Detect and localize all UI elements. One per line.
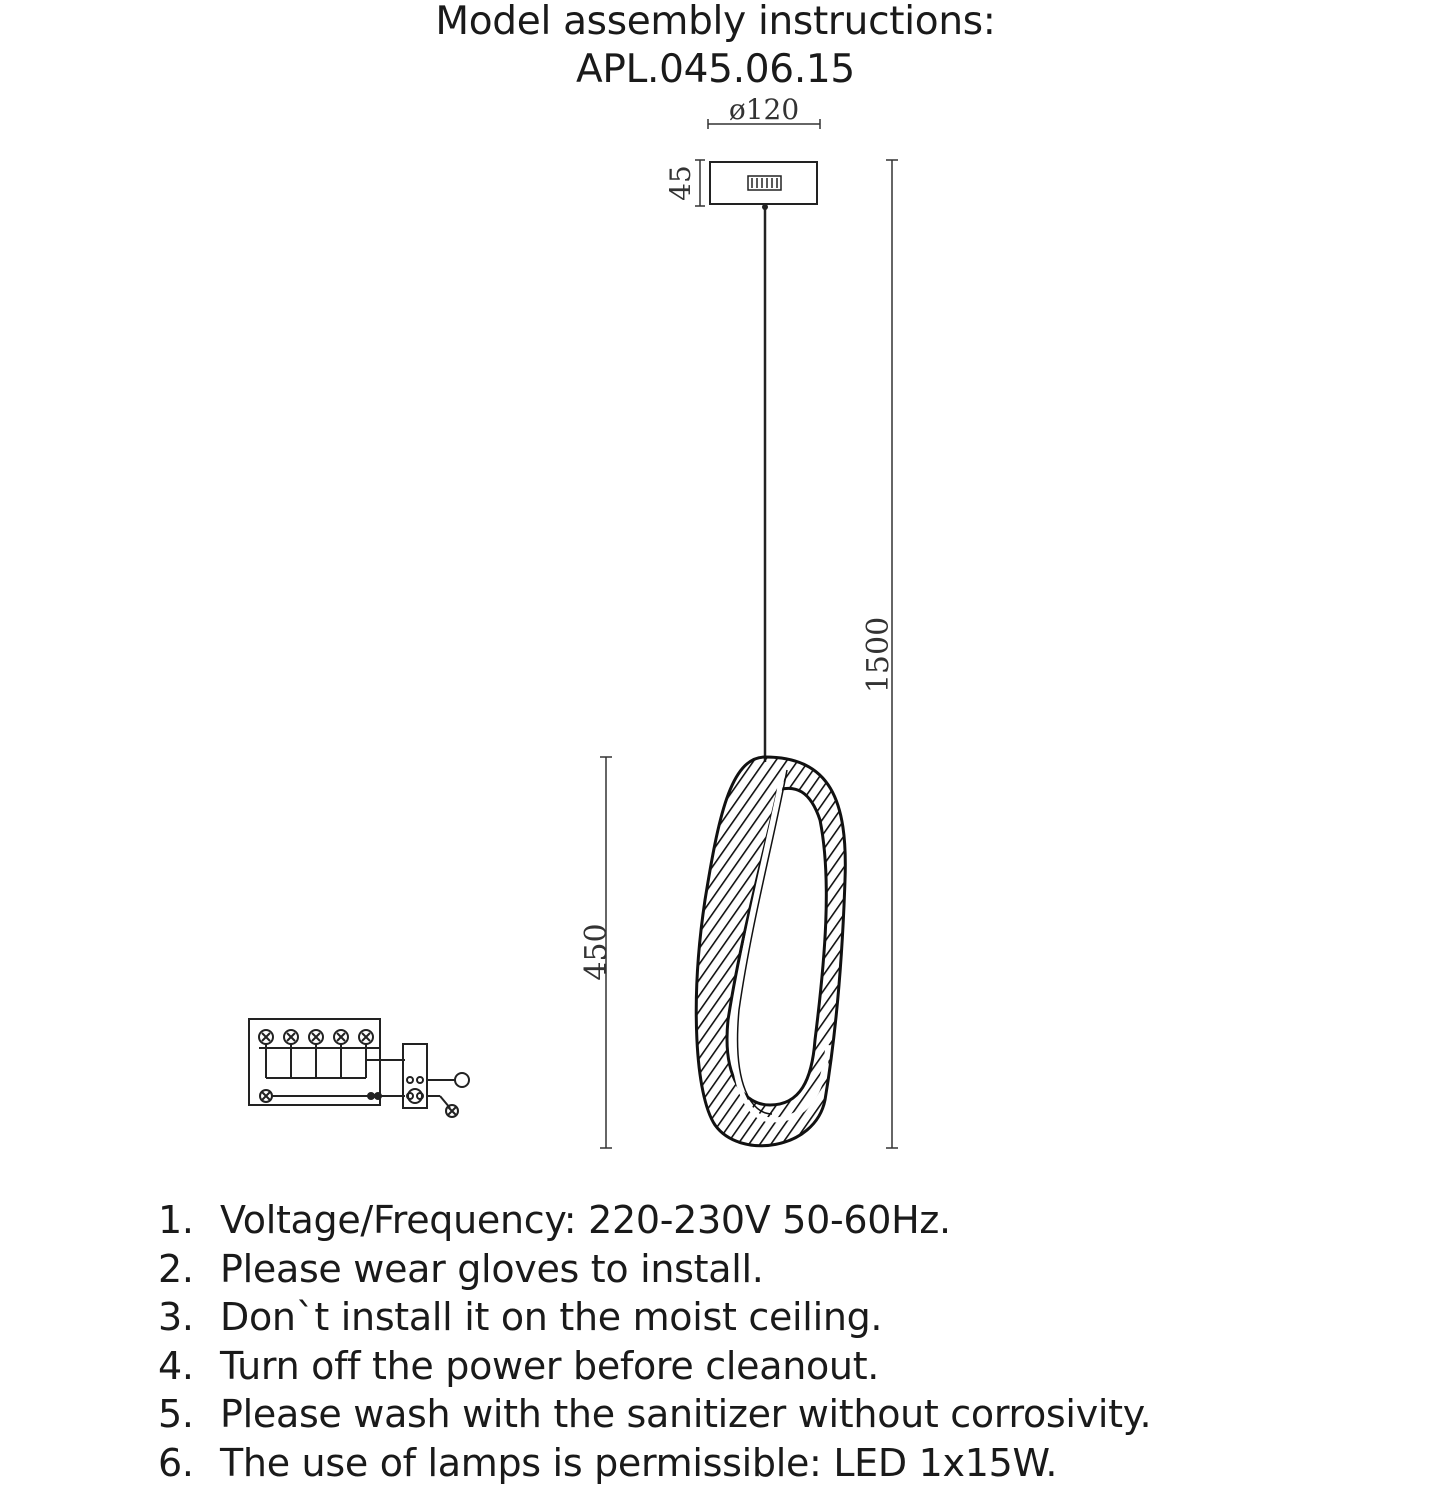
instruction-text: Please wash with the sanitizer without corrosivity. [220, 1392, 1152, 1436]
instruction-text: The use of lamps is permissible: LED 1x15W. [220, 1440, 1058, 1485]
instruction-number: 1. [158, 1198, 194, 1242]
instruction-item [158, 1439, 1151, 1488]
total-height-dimension [861, 160, 898, 1148]
canopy-diameter-label: ø120 [728, 93, 800, 126]
instruction-item [158, 1342, 1151, 1391]
page-title: Model assembly instructions: [435, 0, 996, 44]
instruction-number: 5. [158, 1392, 194, 1436]
instruction-item [158, 1245, 1151, 1294]
instruction-item [158, 1390, 1151, 1439]
instruction-number: 3. [158, 1295, 194, 1339]
instructions-list [158, 1196, 1151, 1487]
instruction-text: Don`t install it on the moist ceiling. [220, 1295, 883, 1339]
crystal-teardrop-shade [680, 750, 860, 1160]
instruction-text: Voltage/Frequency: 220-230V 50-60Hz. [220, 1198, 951, 1242]
instruction-item [158, 1196, 1151, 1245]
model-number: APL.045.06.15 [576, 47, 855, 92]
canopy-height-label: 45 [664, 165, 697, 201]
instruction-number: 4. [158, 1343, 194, 1388]
shade-height-label: 450 [579, 923, 614, 981]
instruction-text: Turn off the power before cleanout. [220, 1343, 880, 1388]
instruction-item [158, 1293, 1151, 1342]
ceiling-canopy [710, 162, 817, 204]
total-height-label: 1500 [861, 616, 896, 694]
instruction-text: Please wear gloves to install. [220, 1246, 764, 1291]
wiring-diagram [249, 1019, 469, 1117]
canopy-diameter-dimension [708, 93, 820, 129]
shade-height-dimension [579, 757, 614, 1148]
instruction-number: 6. [158, 1440, 194, 1485]
canopy-height-dimension [664, 160, 705, 206]
instruction-number: 2. [158, 1246, 194, 1291]
